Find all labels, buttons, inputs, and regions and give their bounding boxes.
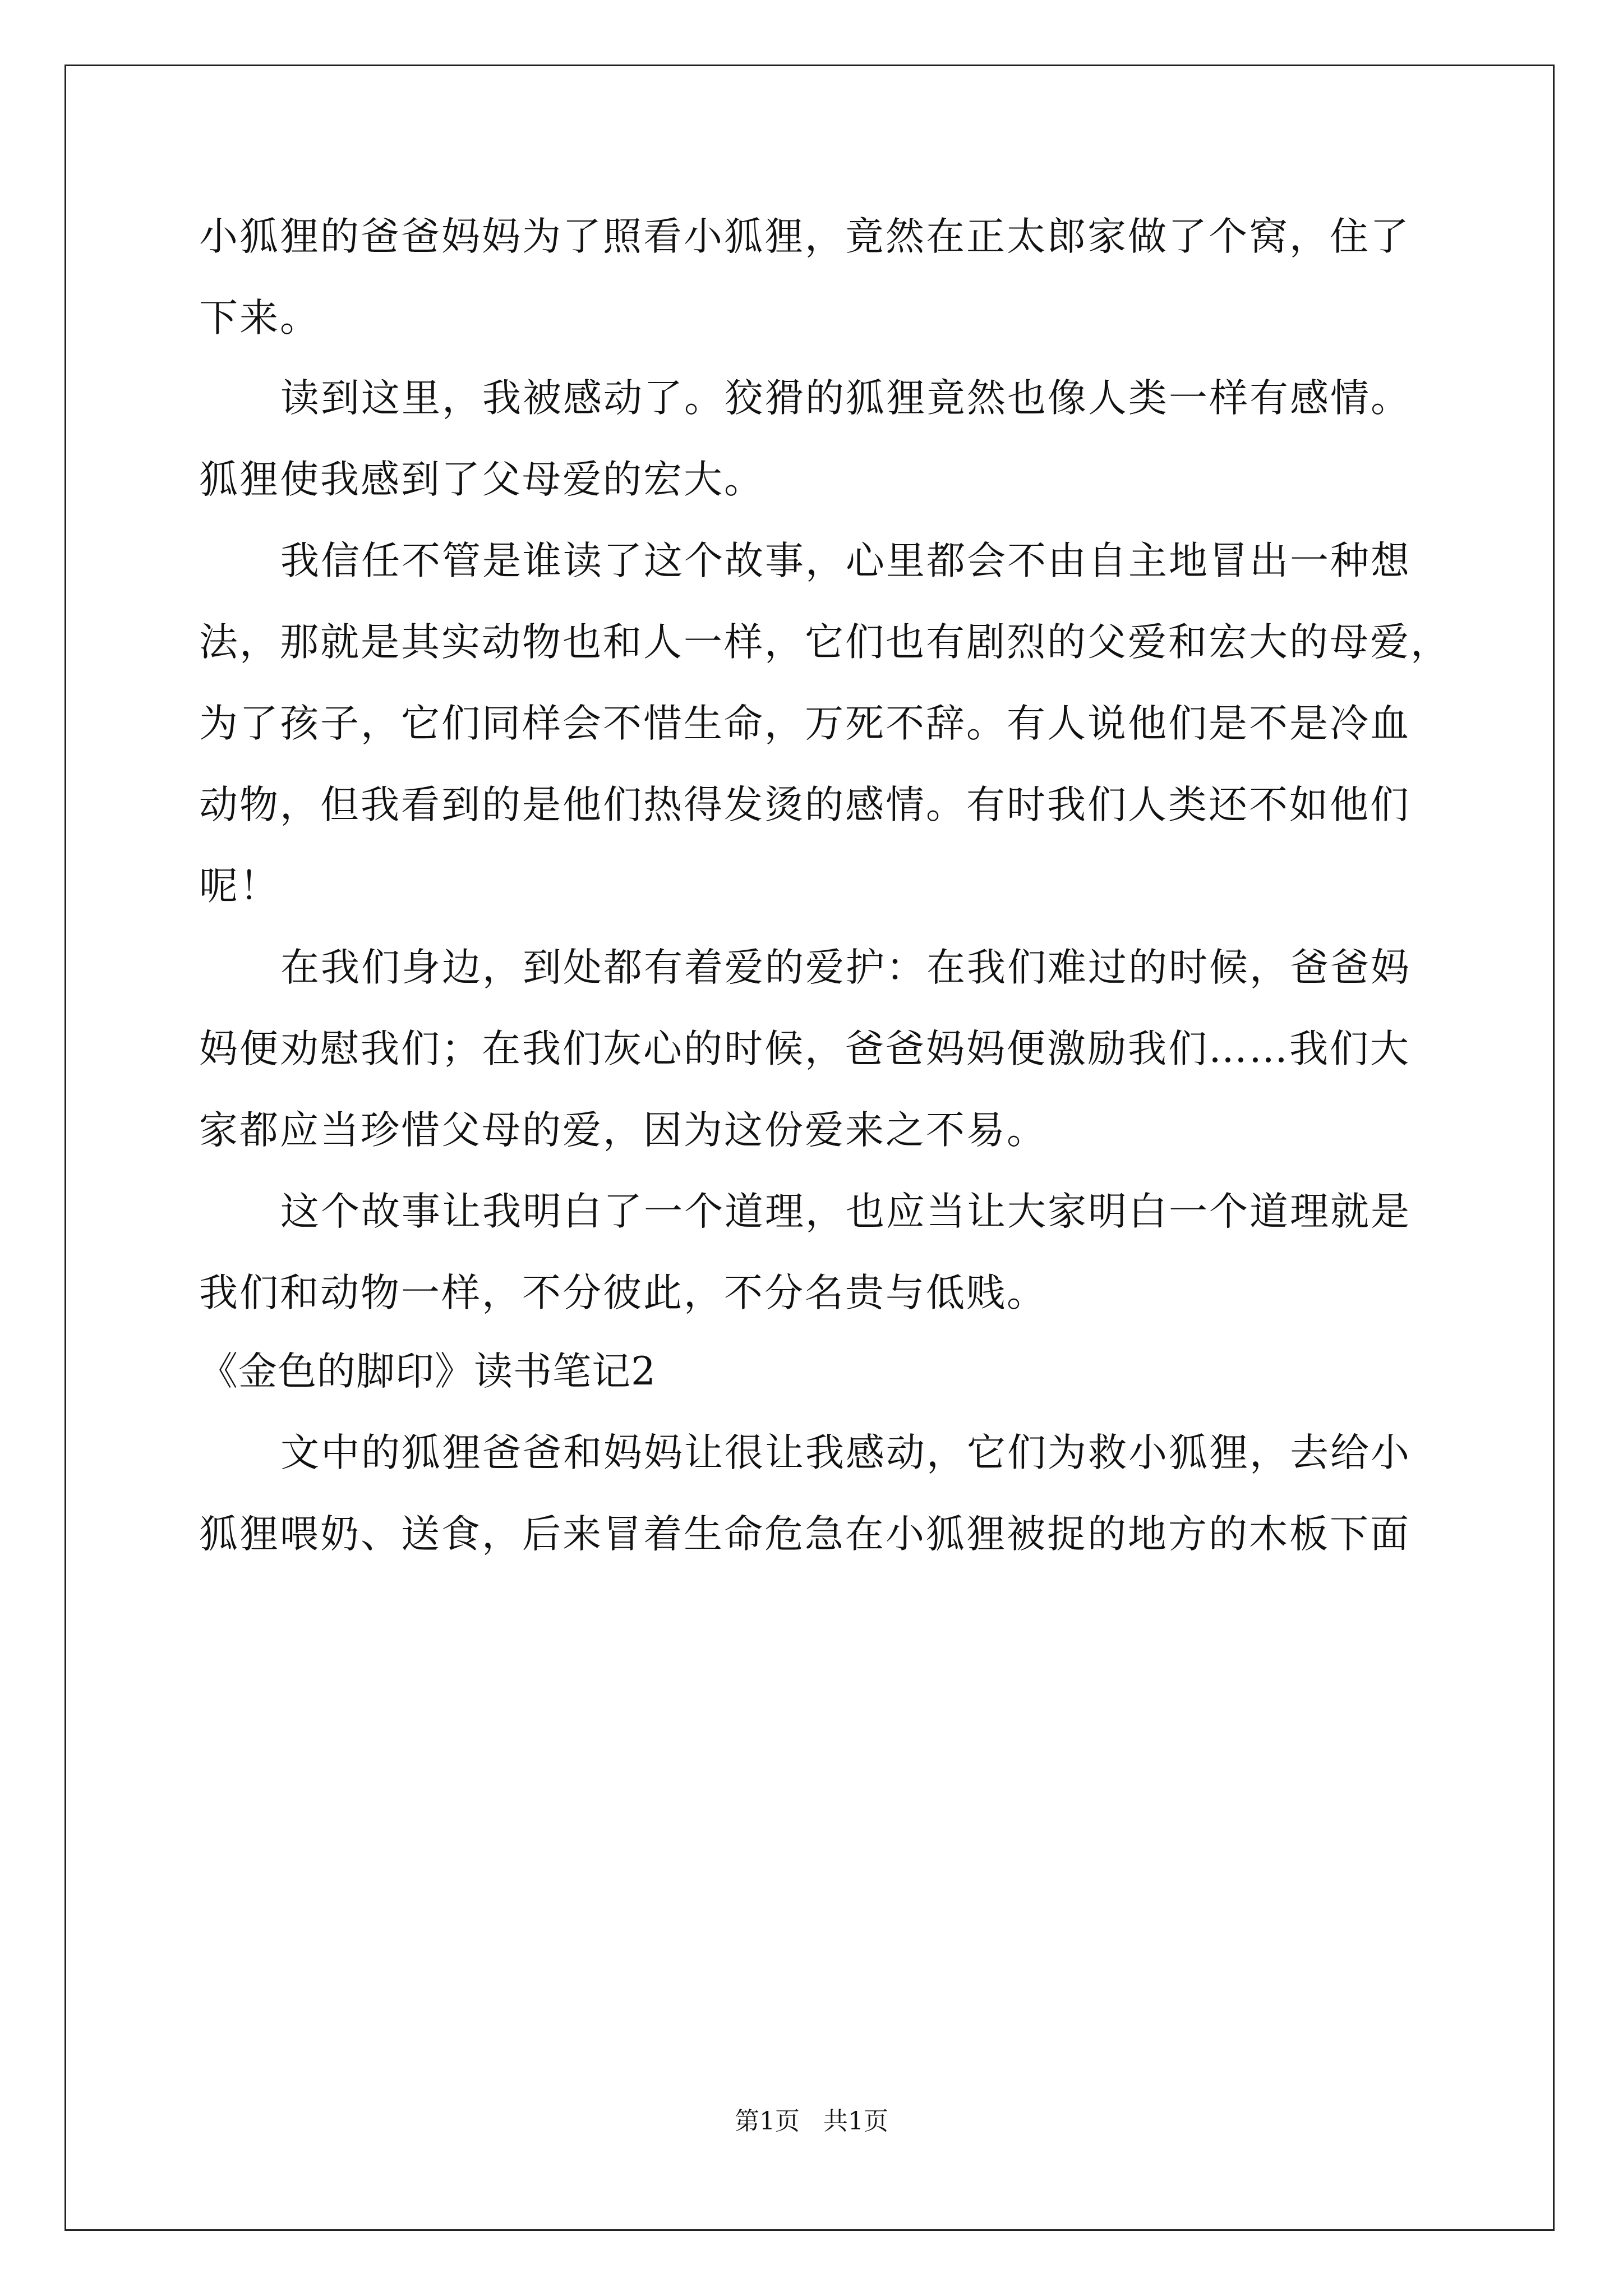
body-line: 在我们身边，到处都有着爱的爱护：在我们难过的时候，爸爸妈 [280, 945, 1411, 990]
page-footer: 第1页 共1页 [735, 2107, 888, 2136]
body-line: 小狐狸的爸爸妈妈为了照看小狐狸，竟然在正太郎家做了个窝，住了 [199, 214, 1410, 259]
body-line: 家都应当珍惜父母的爱，因为这份爱来之不易。 [199, 1108, 1047, 1153]
body-line: 呢！ [199, 864, 280, 909]
body-line: 读到这里，我被感动了。狡猾的狐狸竟然也像人类一样有感情。 [280, 376, 1411, 421]
body-line: 文中的狐狸爸爸和妈妈让很让我感动，它们为救小狐狸，去给小 [280, 1430, 1411, 1475]
body-line: 我们和动物一样，不分彼此，不分名贵与低贱。 [199, 1271, 1047, 1315]
body-line: 妈便劝慰我们；在我们灰心的时候，爸爸妈妈便激励我们……我们大 [199, 1027, 1410, 1071]
body-line: 为了孩子，它们同样会不惜生命，万死不辞。有人说他们是不是冷血 [199, 701, 1410, 746]
body-line: 下来。 [199, 296, 320, 341]
body-line: 这个故事让我明白了一个道理，也应当让大家明白一个道理就是 [280, 1189, 1411, 1234]
body-line: 狐狸喂奶、送食，后来冒着生命危急在小狐狸被捉的地方的木板下面 [199, 1512, 1410, 1557]
body-line: 法，那就是其实动物也和人一样，它们也有剧烈的父爱和宏大的母爱， [199, 620, 1451, 665]
body-line: 狐狸使我感到了父母爱的宏大。 [199, 457, 764, 502]
body-line: 我信任不管是谁读了这个故事，心里都会不由自主地冒出一种想 [280, 539, 1411, 583]
section-heading: 《金色的脚印》读书笔记2 [199, 1349, 656, 1394]
body-line: 动物，但我看到的是他们热得发烫的感情。有时我们人类还不如他们 [199, 783, 1410, 827]
